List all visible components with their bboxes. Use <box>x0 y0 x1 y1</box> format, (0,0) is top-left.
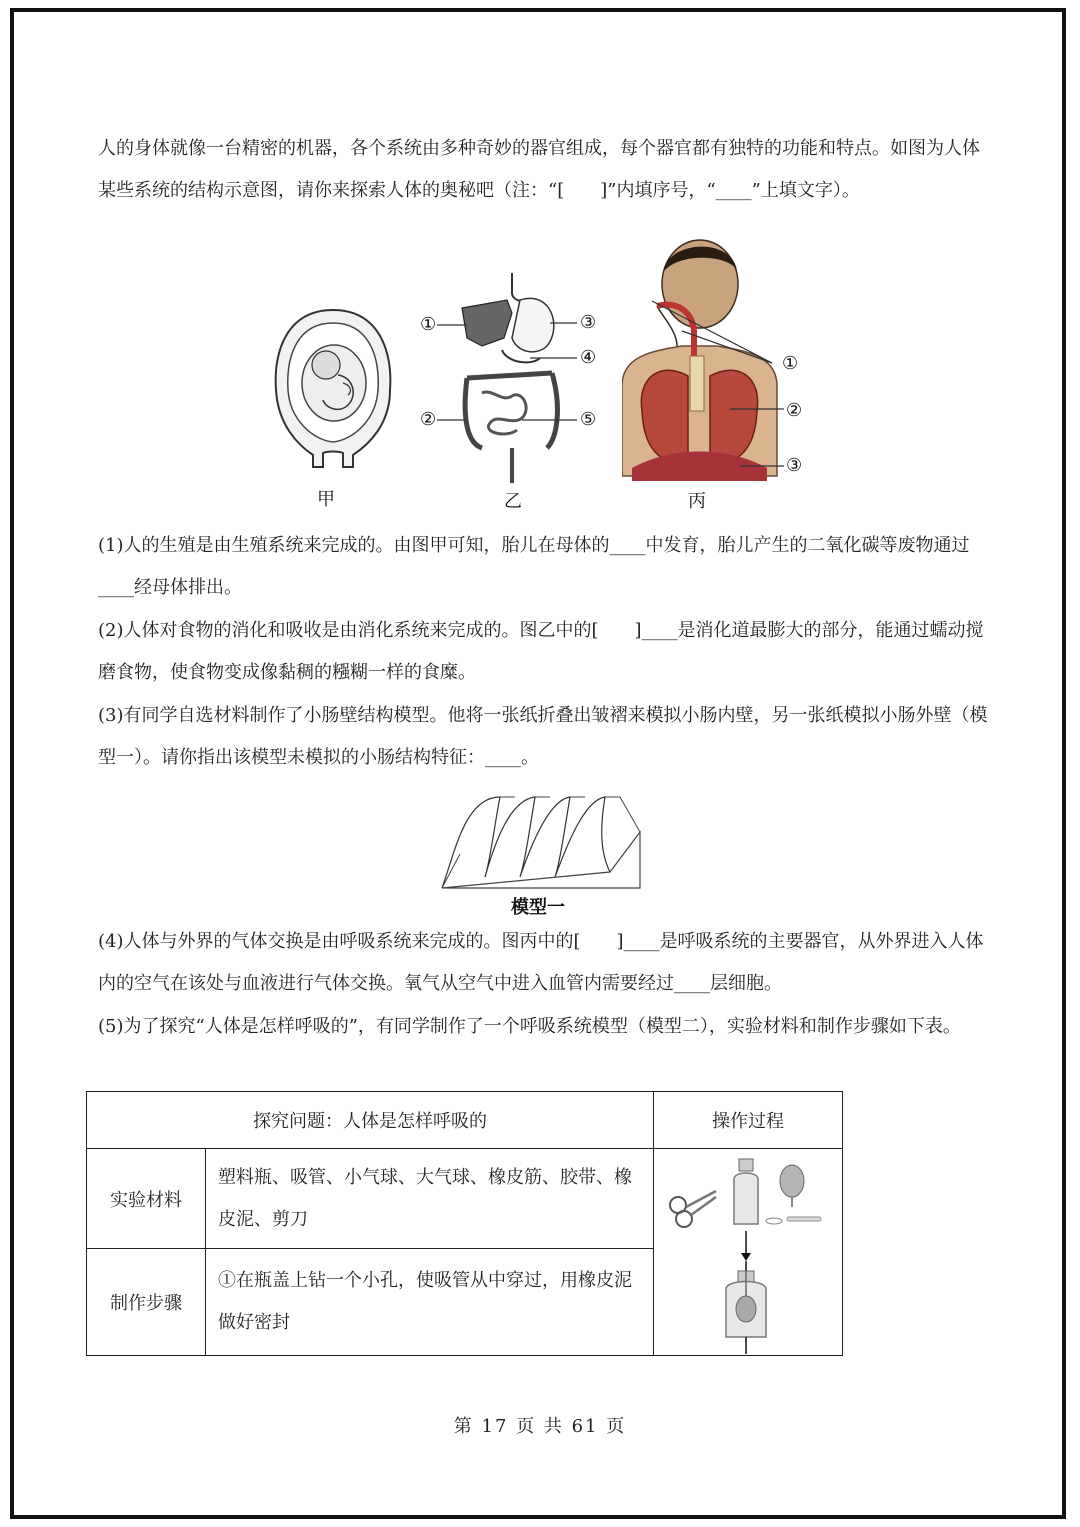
figure-bing-label: 丙 <box>688 491 706 512</box>
table-header-operation: 操作过程 <box>654 1092 843 1149</box>
figure-jia-uterus <box>268 305 398 470</box>
question-5: (5)为了探究“人体是怎样呼吸的”，有同学制作了一个呼吸系统模型（模型二），实验材料和制作步骤如下表。 <box>98 1016 961 1037</box>
yi-marker-5: ⑤ <box>580 409 597 430</box>
model-one-folded-paper <box>440 792 645 892</box>
intro-paragraph: 人的身体就像一台精密的机器，各个系统由多种奇妙的器官组成，每个器官都有独特的功能和特点。如图为人体某些系统的结构示意图，请你来探索人体的奥秘吧（注：“[ ]”内填序号，“____”上填文字）。 <box>98 138 980 201</box>
yi-marker-1: ① <box>420 314 437 335</box>
operation-illustration-cell <box>654 1149 843 1356</box>
experiment-table <box>86 1091 843 1356</box>
yi-marker-2: ② <box>420 409 437 430</box>
model-one-label: 模型一 <box>511 897 565 918</box>
page-footer: 第 17 页 共 61 页 <box>453 1416 627 1437</box>
steps-label: 制作步骤 <box>87 1249 206 1356</box>
bing-marker-3: ③ <box>786 455 803 476</box>
figure-yi-digestive-system <box>412 268 612 490</box>
table-header-question: 探究问题：人体是怎样呼吸的 <box>87 1092 654 1149</box>
steps-value: ①在瓶盖上钻一个小孔，使吸管从中穿过，用橡皮泥做好密封 <box>206 1249 654 1356</box>
operation-illustration <box>654 1149 842 1355</box>
materials-label: 实验材料 <box>87 1149 206 1249</box>
bottle-icon <box>734 1159 758 1224</box>
materials-value: 塑料瓶、吸管、小气球、大气球、橡皮筋、胶带、橡皮泥、剪刀 <box>206 1149 654 1249</box>
figure-jia-label: 甲 <box>317 489 335 510</box>
figure-yi-label: 乙 <box>504 491 522 512</box>
question-4: (4)人体与外界的气体交换是由呼吸系统来完成的。图丙中的[ ]____是呼吸系统的主要器官，从外界进入人体内的空气在该处与血液进行气体交换。氧气从空气中进入血管内需要经过____层细胞。 <box>98 931 984 994</box>
bing-marker-2: ② <box>786 400 803 421</box>
bing-marker-1: ① <box>782 353 799 374</box>
yi-marker-4: ④ <box>580 347 597 368</box>
assembled-model-icon <box>726 1271 766 1354</box>
question-3: (3)有同学自选材料制作了小肠壁结构模型。他将一张纸折叠出皱褶来模拟小肠内壁，另一张纸模拟小肠外壁（模型一）。请你指出该模型未模拟的小肠结构特征：____。 <box>98 705 988 768</box>
question-2: (2)人体对食物的消化和吸收是由消化系统来完成的。图乙中的[ ]____是消化道最膨大的部分，能通过蠕动搅磨食物，使食物变成像黏稠的糨糊一样的食糜。 <box>98 620 984 683</box>
yi-marker-3: ③ <box>580 312 597 333</box>
balloon-icon <box>780 1165 804 1207</box>
question-1: (1)人的生殖是由生殖系统来完成的。由图甲可知，胎儿在母体的____中发育，胎儿产生的二氧化碳等废物通过____经母体排出。 <box>98 535 970 598</box>
scissors-icon <box>670 1191 716 1227</box>
